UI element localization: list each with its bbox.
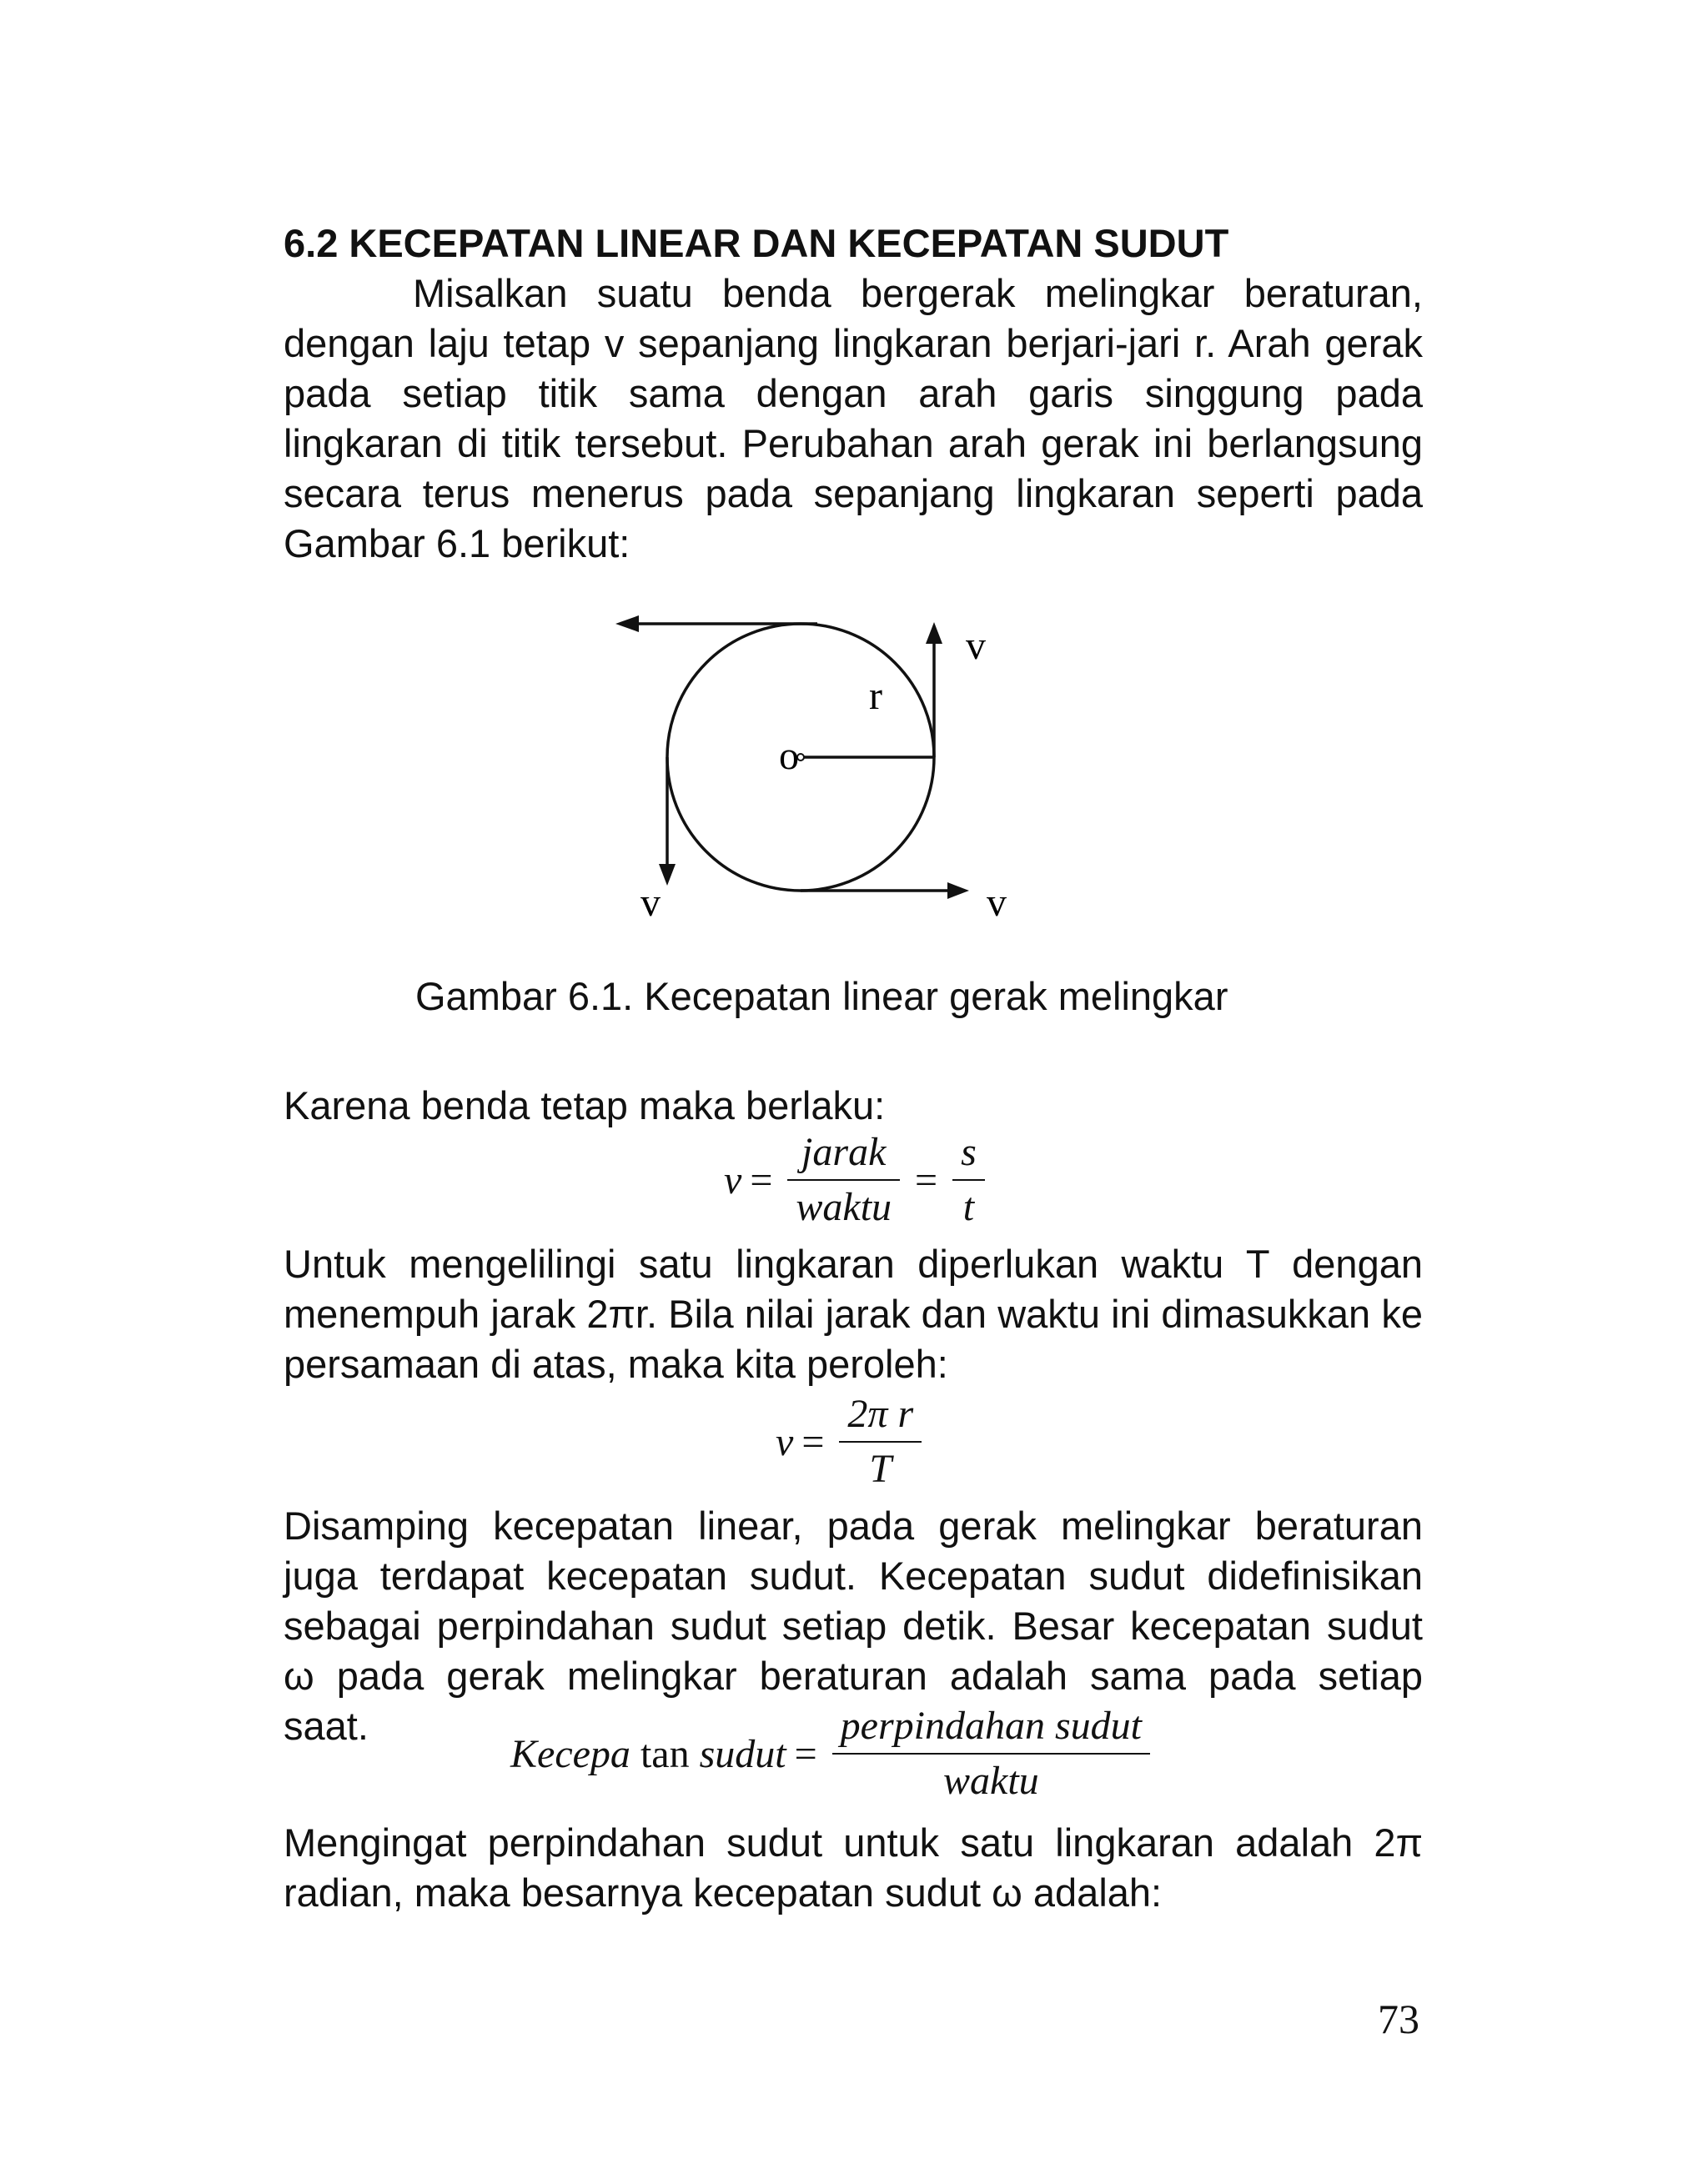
circular-motion-figure <box>584 592 1084 942</box>
eq1-equals: = <box>750 1157 773 1202</box>
eq1-equals-2: = <box>915 1157 938 1202</box>
eq2-denominator: T <box>839 1441 922 1491</box>
eq3-lhs-a: Kecepa <box>510 1731 630 1776</box>
eq3-equals: = <box>794 1731 817 1776</box>
intro-text: Misalkan suatu benda bergerak melingkar beraturan, dengan laju tetap v sepanjang lingkaran berjari-jari r. Arah gerak pada setiap titik sama dengan arah garis singgung pada lingkaran di titik tersebut. Perubahan arah gerak ini berlangsung secara terus menerus pada sepanjang lingkaran seperti pada Gambar 6.1 berikut: <box>284 271 1423 565</box>
body-paragraph-4: Mengingat perpindahan sudut untuk satu lingkaran adalah 2π radian, maka besarnya kecepatan sudut ω adalah: <box>284 1820 1423 1915</box>
eq2-lhs: v <box>776 1419 794 1464</box>
body-paragraph-1: Karena benda tetap maka berlaku: <box>284 1083 886 1127</box>
velocity-label-bottom-left: v <box>640 881 661 925</box>
eq3-fraction <box>832 1705 1150 1803</box>
body-paragraph-2: Untuk mengelilingi satu lingkaran diperlukan waktu T dengan menempuh jarak 2πr. Bila nilai jarak dan waktu ini dimasukkan ke persamaan di atas, maka kita peroleh: <box>284 1242 1423 1386</box>
figure-caption: Gambar 6.1. Kecepatan linear gerak melingkar <box>415 974 1228 1018</box>
arrowhead-right-icon <box>947 882 969 899</box>
eq1-fraction-2 <box>952 1131 985 1229</box>
eq1-fraction-1 <box>787 1131 900 1229</box>
section-heading: 6.2 KECEPATAN LINEAR DAN KECEPATAN SUDUT <box>284 221 1229 265</box>
eq1-denominator-1: waktu <box>787 1179 900 1229</box>
intro-paragraph <box>284 269 1423 569</box>
velocity-label-right: v <box>966 624 986 668</box>
eq3-lhs-b: tan <box>640 1731 690 1776</box>
eq1-numerator-1: jarak <box>801 1130 887 1174</box>
page-number: 73 <box>1378 1996 1419 2042</box>
equation-velocity-definition <box>724 1131 992 1229</box>
velocity-label-bottom-right: v <box>987 881 1007 925</box>
equation-angular-velocity <box>510 1705 1157 1803</box>
eq1-numerator-2: s <box>961 1130 977 1174</box>
arrowhead-left-icon <box>615 615 639 632</box>
center-label: o <box>779 734 799 778</box>
equation-velocity-period <box>776 1393 928 1491</box>
radius-label: r <box>869 674 882 718</box>
eq2-fraction <box>839 1393 922 1491</box>
body-paragraph-3: Disamping kecepatan linear, pada gerak melingkar beraturan juga terdapat kecepatan sudut. Kecepatan sudut didefinisikan sebagai perpindahan sudut setiap detik. Besar kecepatan sudut ω pada gerak melingkar beraturan adalah sama pada setiap saat. <box>284 1504 1423 1748</box>
arrowhead-down-icon <box>659 864 676 886</box>
eq1-denominator-2: t <box>952 1179 985 1229</box>
eq3-lhs-c: sudut <box>699 1731 786 1776</box>
eq1-lhs: v <box>724 1157 742 1202</box>
arrowhead-up-icon <box>926 622 942 644</box>
eq2-numerator: 2π r <box>847 1392 914 1436</box>
eq3-numerator: perpindahan sudut <box>840 1704 1143 1748</box>
eq2-equals: = <box>801 1419 825 1464</box>
eq3-denominator: waktu <box>832 1753 1150 1803</box>
